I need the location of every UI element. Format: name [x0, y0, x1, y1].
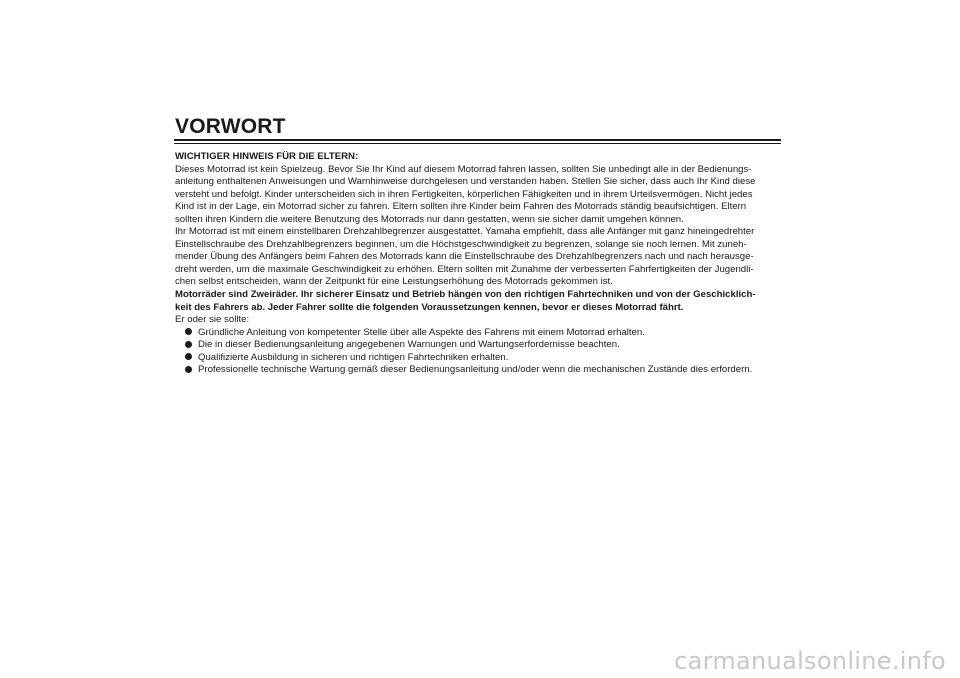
- paragraph1-line: sollten ihren Kindern die weitere Benutzung des Motorrads nur dann gestatten, wenn sie sicher damit umgehen können.: [175, 213, 684, 225]
- title-divider-thin: [174, 143, 781, 144]
- paragraph2-line: mender Übung des Anfängers beim Fahren des Motorrads kann die Einstellschraube des Drehzahlbegrenzers nach und nach herausge-: [175, 251, 754, 263]
- bold-paragraph-line: keit des Fahrers ab. Jeder Fahrer sollte die folgenden Voraussetzungen kennen, bevor er dieses Motorrad fährt.: [175, 301, 684, 313]
- watermark: carmanualsonline.info: [674, 647, 946, 675]
- title-divider: [174, 139, 781, 144]
- section-heading: WICHTIGER HINWEIS FÜR DIE ELTERN:: [175, 151, 359, 162]
- bullet-icon: [185, 353, 192, 360]
- bullet-text: Qualifizierte Ausbildung in sicheren und richtigen Fahrtechniken erhalten.: [198, 351, 509, 363]
- paragraph2-line: Einstellschraube des Drehzahlbegrenzers beginnen, um die Höchstgeschwindigkeit zu begrenzen, solange sie noch lernen. Mit zuneh-: [175, 238, 747, 250]
- paragraph1-line: Dieses Motorrad ist kein Spielzeug. Bevor Sie Ihr Kind auf diesem Motorrad fahren lassen, sollten Sie unbedingt alle in der Bedienungs-: [175, 163, 752, 175]
- bold-paragraph-line: Motorräder sind Zweiräder. Ihr sicherer Einsatz und Betrieb hängen von den richtigen Fahrtechniken und von der Geschicklich-: [175, 289, 756, 301]
- paragraph2-line: dreht werden, um die maximale Geschwindigkeit zu erhöhen. Eltern sollten mit Zunahme der verbesserten Fahrfertigkeiten der Jugendli-: [175, 263, 754, 275]
- document-body: [175, 151, 785, 377]
- title-divider-thick: [174, 139, 781, 141]
- bullet-item: [175, 327, 785, 340]
- bullet-item: [175, 339, 785, 352]
- paragraph1-line: anleitung enthaltenen Anweisungen und Warnhinweise durchgelesen und verstanden haben. Stellen Sie sicher, dass auch Ihr Kind diese: [175, 176, 756, 188]
- paragraph2-line: chen selbst entscheiden, wann der Zeitpunkt für eine Leistungserhöhung des Motorrads gekommen ist.: [175, 276, 613, 288]
- bullet-icon: [185, 328, 192, 335]
- bullet-icon: [185, 341, 192, 348]
- paragraph1-line: versteht und befolgt. Kinder unterscheiden sich in ihren Fertigkeiten, körperlichen Fähigkeiten und in ihrem Urteilsvermögen. Nicht jedes: [175, 188, 753, 200]
- paragraph2-line: Ihr Motorrad ist mit einem einstellbaren Drehzahlbegrenzer ausgestattet. Yamaha empfiehlt, dass alle Anfänger mit ganz hineingedrehter: [175, 226, 755, 238]
- bullet-text: Professionelle technische Wartung gemäß dieser Bedienungsanleitung und/oder wenn die mechanischen Zustände dies erfordern.: [198, 364, 753, 376]
- bullet-icon: [185, 366, 192, 373]
- list-intro: Er oder sie sollte:: [175, 314, 250, 326]
- bullet-text: Die in dieser Bedienungsanleitung angegebenen Warnungen und Wartungserfordernisse beachten.: [198, 339, 620, 351]
- bullet-item: [175, 364, 785, 377]
- page-title: VORWORT: [175, 115, 286, 138]
- bullet-item: [175, 352, 785, 365]
- bullet-text: Gründliche Anleitung von kompetenter Stelle über alle Aspekte des Fahrens mit einem Motorrad erhalten.: [198, 326, 645, 338]
- paragraph1-line: Kind ist in der Lage, ein Motorrad sicher zu fahren. Eltern sollten ihre Kinder beim Fahren des Motorrads ständig beaufsichtigen. Eltern: [175, 201, 747, 213]
